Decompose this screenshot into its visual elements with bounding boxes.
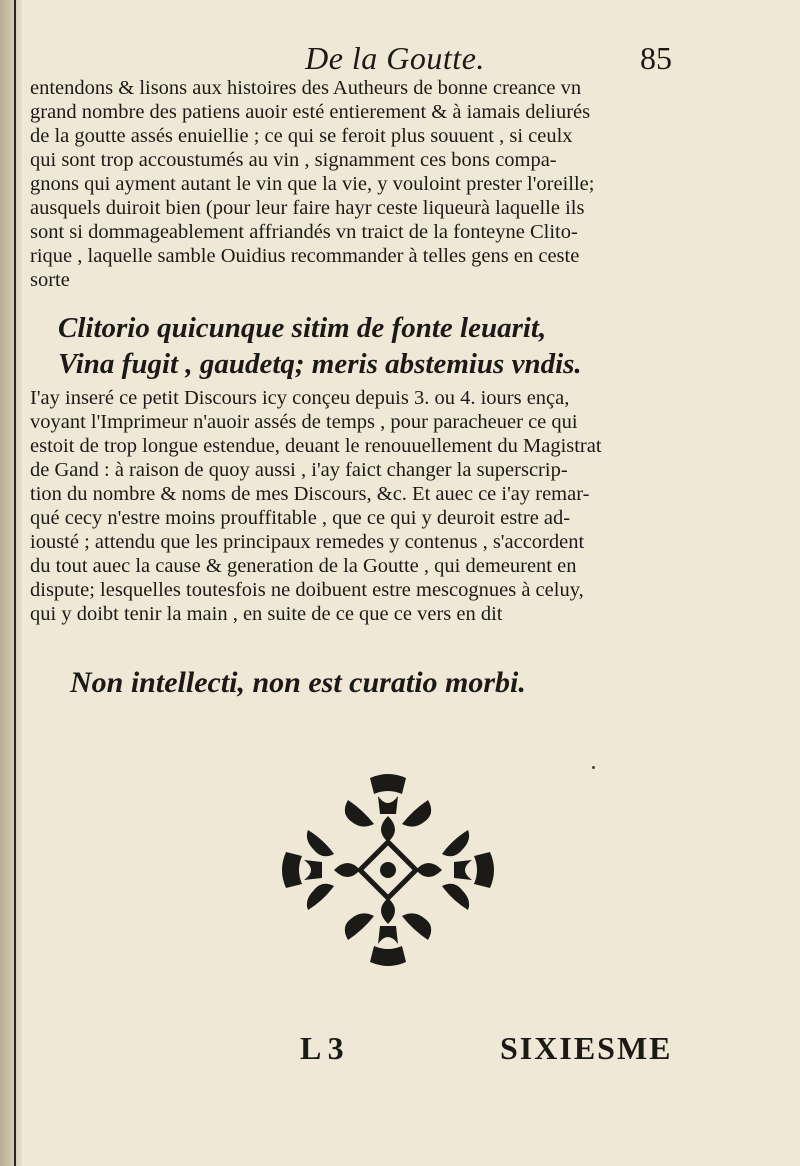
text-line: du tout auec la cause & generation de la Goutte , qui demeurent en — [30, 555, 577, 577]
text-line: estoit de trop longue estendue, deuant le renouuellement du Magistrat — [30, 435, 602, 457]
paragraph-2 — [30, 386, 720, 626]
page-footer — [0, 1030, 800, 1080]
text-line: voyant l'Imprimeur n'auoir assés de temps , pour paracheuer ce qui — [30, 411, 578, 433]
text-line: de la goutte assés enuiellie ; ce qui se feroit plus souuent , si ceulx — [30, 125, 573, 147]
latin-verse-line-2: Vina fugit , gaudetq; meris abstemius vndis. — [58, 348, 582, 380]
text-line: qué cecy n'estre moins prouffitable , que ce qui y deuroit estre ad- — [30, 507, 571, 529]
running-head: De la Goutte. — [305, 40, 485, 76]
ink-speck — [592, 766, 595, 769]
text-line: qui sont trop accoustumés au vin , signamment ces bons compa- — [30, 149, 557, 171]
printer-ornament-fleuron-icon — [278, 770, 498, 970]
paragraph-1 — [30, 76, 710, 292]
catchword: SIXIESME — [500, 1030, 673, 1066]
latin-verse-line-1: Clitorio quicunque sitim de fonte leuarit, — [58, 312, 547, 344]
text-line: iousté ; attendu que les principaux remedes y contenus , s'accordent — [30, 531, 585, 553]
text-line: sorte — [30, 269, 70, 291]
page-header — [0, 40, 800, 80]
text-line: entendons & lisons aux histoires des Autheurs de bonne creance vn — [30, 77, 582, 99]
text-line: grand nombre des patiens auoir esté entierement & à iamais deliurés — [30, 101, 591, 123]
gutter-rule — [14, 0, 16, 1166]
text-line: I'ay inseré ce petit Discours icy conçeu depuis 3. ou 4. iours ença, — [30, 387, 570, 409]
text-line: tion du nombre & noms de mes Discours, &c. Et auec ce i'ay remar- — [30, 483, 590, 505]
text-line: rique , laquelle samble Ouidius recommander à telles gens en ceste — [30, 245, 580, 267]
page-number: 85 — [640, 40, 672, 76]
text-line: sont si dommageablement affriandés vn traiсt de la fonteyne Clito- — [30, 221, 578, 243]
closing-latin-verse: Non intellecti, non est curatio morbi. — [70, 666, 526, 699]
text-line: qui y doibt tenir la main , en suite de ce que ce vers en dit — [30, 603, 503, 625]
text-line: dispute; lesquelles toutesfois ne doibuent estre mescognues à celuy, — [30, 579, 584, 601]
signature-mark: L 3 — [300, 1030, 344, 1066]
page-gutter — [0, 0, 22, 1166]
text-line: gnons qui ayment autant le vin que la vie, y vouloint prester l'oreille; — [30, 173, 595, 195]
text-line: de Gand : à raison de quoy aussi , i'ay faict changer la superscrip- — [30, 459, 568, 481]
text-line: ausquels duiroit bien (pour leur faire hayr ceste liqueurà laquelle ils — [30, 197, 585, 219]
